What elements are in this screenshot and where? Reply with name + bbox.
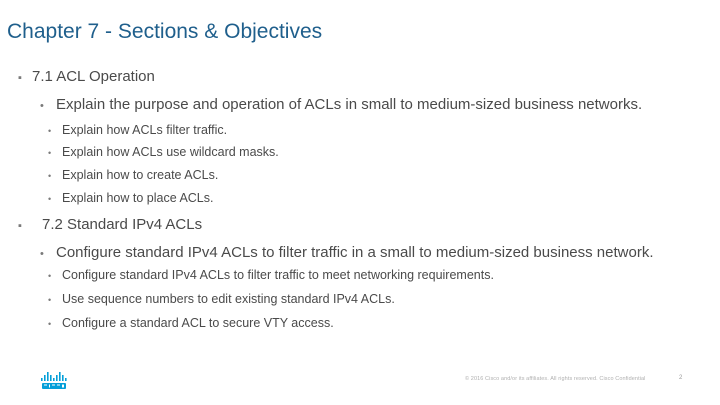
dot-bullet-icon: • xyxy=(48,194,52,204)
dot-bullet-icon: • xyxy=(48,271,52,281)
topic-item xyxy=(48,191,213,205)
dot-bullet-icon: • xyxy=(48,319,52,329)
dot-bullet-icon: • xyxy=(48,148,52,158)
dot-bullet-icon: • xyxy=(40,100,44,112)
section-objective xyxy=(40,244,654,261)
topic-item xyxy=(48,168,218,182)
topic-item xyxy=(48,145,279,159)
square-bullet-icon: ▪ xyxy=(18,220,22,232)
topic-item-text: Explain how to create ACLs. xyxy=(62,168,219,182)
topic-item-text: Explain how ACLs use wildcard masks. xyxy=(62,145,279,159)
page-number: 2 xyxy=(679,375,683,381)
dot-bullet-icon: • xyxy=(48,126,52,136)
topic-item-text: Explain how to place ACLs. xyxy=(62,191,214,205)
section-heading xyxy=(18,68,155,85)
square-bullet-icon: ▪ xyxy=(18,72,22,84)
section-objective-text: Configure standard IPv4 ACLs to filter traffic in a small to medium-sized business network. xyxy=(56,244,654,261)
section-objective xyxy=(40,96,642,113)
section-objective-text: Explain the purpose and operation of ACLs in small to medium-sized business networks. xyxy=(56,96,643,113)
cisco-logo-icon xyxy=(40,372,68,390)
copyright-footer: © 2016 Cisco and/or its affiliates. All rights reserved. Cisco Confidential xyxy=(465,376,646,382)
topic-item-text: Configure a standard ACL to secure VTY access. xyxy=(62,316,334,330)
topic-item xyxy=(48,316,334,330)
dot-bullet-icon: • xyxy=(48,171,52,181)
dot-bullet-icon: • xyxy=(40,248,44,260)
section-heading-text: 7.2 Standard IPv4 ACLs xyxy=(42,216,203,233)
topic-item-text: Explain how ACLs filter traffic. xyxy=(62,123,228,137)
section-heading xyxy=(18,216,202,233)
topic-item xyxy=(48,268,494,282)
dot-bullet-icon: • xyxy=(48,295,52,305)
topic-item xyxy=(48,123,227,137)
topic-item xyxy=(48,292,395,306)
topic-item-text: Use sequence numbers to edit existing standard IPv4 ACLs. xyxy=(62,292,395,306)
slide-title: Chapter 7 - Sections & Objectives xyxy=(7,20,323,43)
topic-item-text: Configure standard IPv4 ACLs to filter traffic to meet networking requirements. xyxy=(62,268,494,282)
section-heading-text: 7.1 ACL Operation xyxy=(32,68,155,85)
